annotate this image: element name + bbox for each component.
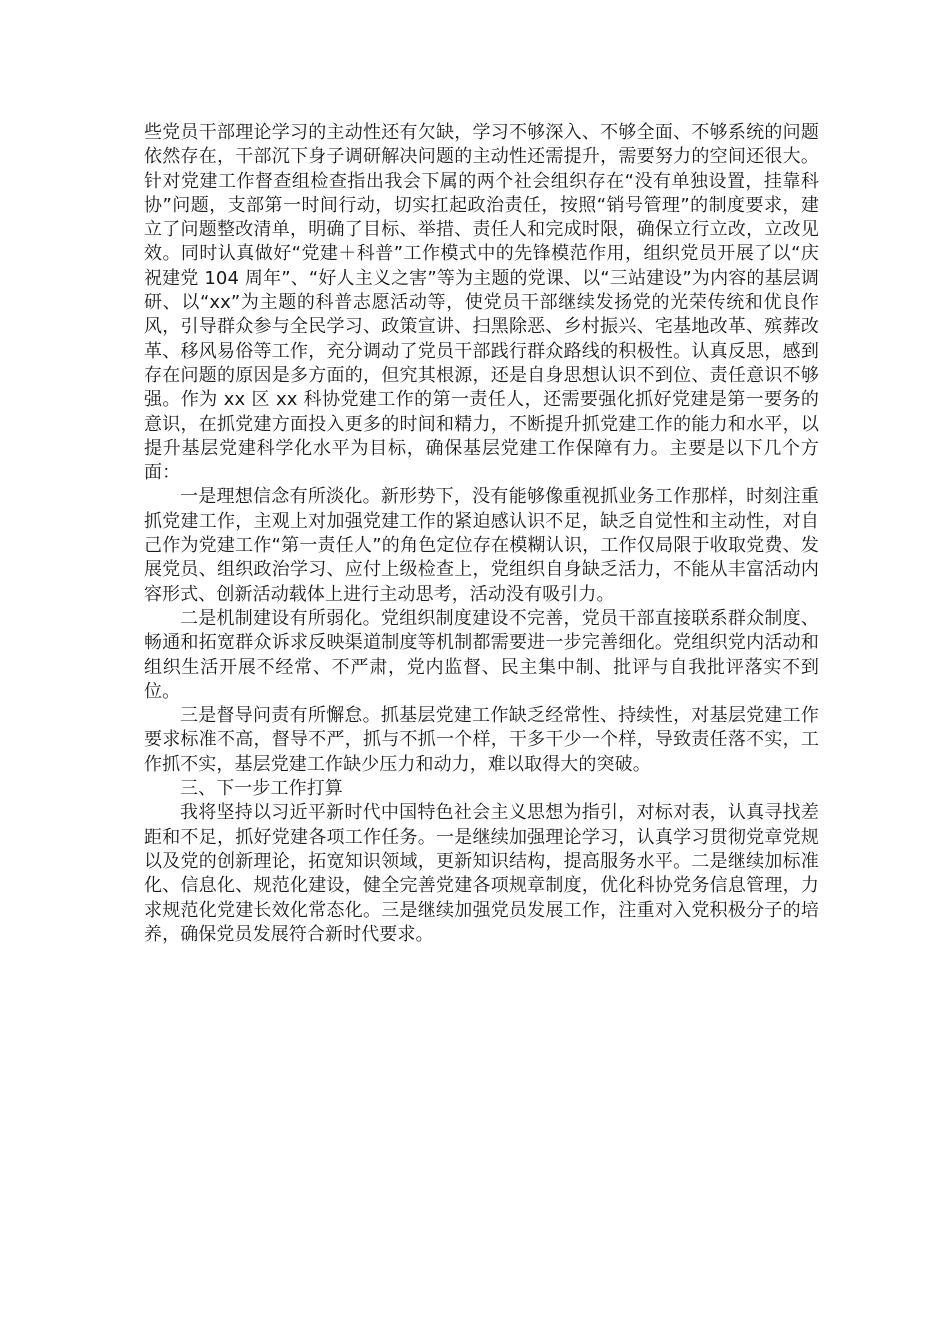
paragraph-point-three: 三是督导问责有所懈怠。抓基层党建工作缺乏经常性、持续性，对基层党建工作要求标准不高，督导不严，抓与不抓一个样，干多干少一个样，导致责任落不实，工作抓不实，基层党建工作缺少压力和动力，难以取得大的突破。 [144,705,819,775]
paragraph-point-two: 二是机制建设有所弱化。党组织制度建设不完善，党员干部直接联系群众制度、畅通和拓宽群众诉求反映渠道制度等机制都需要进一步完善细化。党组织党内活动和组织生活开展不经常、不严肃，党内监督、民主集中制、批评与自我批评落实不到位。 [144,607,819,702]
document-body [144,121,819,947]
paragraph-point-one: 一是理想信念有所淡化。新形势下，没有能够像重视抓业务工作那样，时刻注重抓党建工作，主观上对加强党建工作的紧迫感认识不足，缺乏自觉性和主动性，对自己作为党建工作“第一责任人”的角色定位存在模糊认识，工作仅局限于收取党费、发展党员、组织政治学习、应付上级检查上，党组织自身缺乏活力，不能从丰富活动内容形式、创新活动载体上进行主动思考，活动没有吸引力。 [144,486,819,605]
paragraph-continuation: 些党员干部理论学习的主动性还有欠缺，学习不够深入、不够全面、不够系统的问题依然存在，干部沉下身子调研解决问题的主动性还需提升，需要努力的空间还很大。针对党建工作督查组检查指出我会下属的两个社会组织存在“没有单独设置，挂靠科协”问题，支部第一时间行动，切实扛起政治责任，按照“销号管理”的制度要求，建立了问题整改清单，明确了目标、举措、责任人和完成时限，确保立行立改，立改见效。同时认真做好“党建＋科普”工作模式中的先锋模范作用，组织党员开展了以“庆祝建党 104 周年”、“好人主义之害”等为主题的党课、以“三站建设”为内容的基层调研、以“xx”为主题的科普志愿活动等，使党员干部继续发扬党的光荣传统和优良作风，引导群众参与全民学习、政策宣讲、扫黑除恶、乡村振兴、宅基地改革、殡葬改革、移风易俗等工作，充分调动了党员干部践行群众路线的积极性。认真反思，感到存在问题的原因是多方面的，但究其根源，还是自身思想认识不到位、责任意识不够强。作为 xx 区 xx 科协党建工作的第一责任人，还需要强化抓好党建是第一要务的意识，在抓党建方面投入更多的时间和精力，不断提升抓党建工作的能力和水平，以提升基层党建科学化水平为目标，确保基层党建工作保障有力。主要是以下几个方面： [144,122,819,484]
section-heading: 三、下一步工作打算 [180,778,343,800]
paragraph-next-steps: 我将坚持以习近平新时代中国特色社会主义思想为指引，对标对表，认真寻找差距和不足，抓好党建各项工作任务。一是继续加强理论学习，认真学习贯彻党章党规以及党的创新理论，拓宽知识领域，更新知识结构，提高服务水平。二是继续加标准化、信息化、规范化建设，健全完善党建各项规章制度，优化科协党务信息管理，力求规范化党建长效化常态化。三是继续加强党员发展工作，注重对入党积极分子的培养，确保党员发展符合新时代要求。 [144,802,819,945]
